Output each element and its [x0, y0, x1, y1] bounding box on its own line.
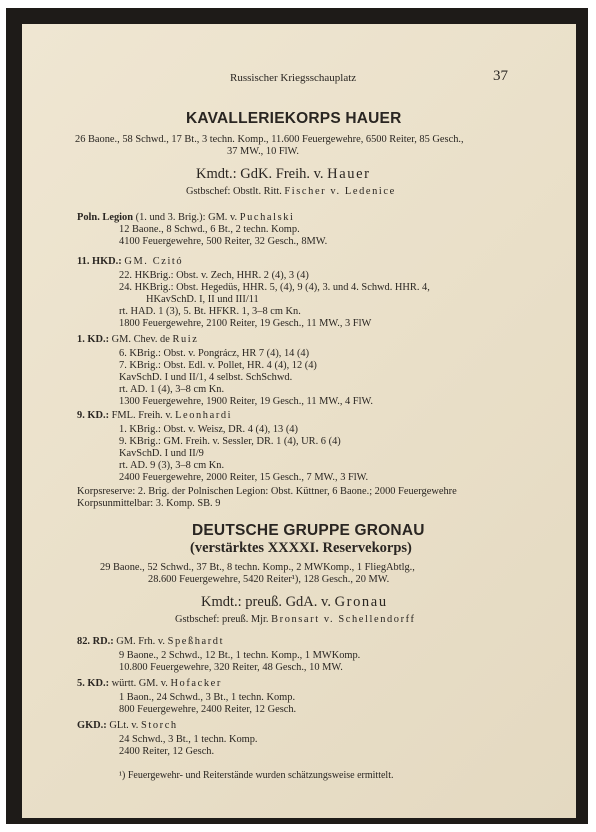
unit-label: 11. HKD.: [77, 256, 122, 267]
kd1-line1: 6. KBrig.: Obst. v. Pongrácz, HR 7 (4), 14 (4) [119, 348, 310, 359]
gkd-line1: 24 Schwd., 3 Bt., 1 techn. Komp. [119, 734, 258, 745]
kd9-line1: 1. KBrig.: Obst. v. Weisz, DR. 4 (4), 13 (4) [119, 424, 298, 435]
gkd-header: GKD.: GLt. v. Storch [77, 720, 178, 731]
kd5-header: 5. KD.: württ. GM. v. Hofacker [77, 678, 222, 689]
kd1-header: 1. KD.: GM. Chev. de Ruiz [77, 334, 199, 345]
page-frame [6, 8, 588, 824]
section1-chief-of-staff: Gstbschef: Obstlt. Ritt. Fischer v. Ledenice [186, 186, 396, 197]
unit-label: 82. RD.: [77, 636, 114, 647]
unit-label: Poln. Legion [77, 212, 134, 223]
kd1-line4: rt. AD. 1 (4), 3–8 cm Kn. [119, 384, 225, 395]
section-title-gruppe-gronau: DEUTSCHE GRUPPE GRONAU [192, 522, 425, 539]
kd9-line5: 2400 Feuergewehre, 2000 Reiter, 15 Gesch., 7 MW., 3 FlW. [119, 472, 369, 483]
kd9-header: 9. KD.: FML. Freih. v. Leonhardi [77, 410, 233, 421]
section2-summary-line2: 28.600 Feuergewehre, 5420 Reiter¹), 128 Gesch., 20 MW. [148, 574, 390, 585]
korpsunmittelbar: Korpsunmittelbar: 3. Komp. SB. 9 [77, 498, 221, 509]
footnote: ¹) Feuergewehr- und Reiterstände wurden schätzungsweise ermittelt. [119, 770, 394, 781]
commander-name: Hauer [327, 166, 371, 182]
poln-legion-line1: Poln. Legion (1. und 3. Brig.): GM. v. Puchalski [77, 212, 295, 223]
kd1-line3: KavSchD. I und II/1, 4 selbst. SchSchwd. [119, 372, 293, 383]
section-title-kavalleriekorps: KAVALLERIEKORPS HAUER [186, 110, 402, 127]
poln-legion-line3: 4100 Feuergewehre, 500 Reiter, 32 Gesch., 8MW. [119, 236, 328, 247]
hkd11-line2: 24. HKBrig.: Obst. Hegedüs, HHR. 5, (4), 9 (4), 3. und 4. Schwd. HHR. 4, [119, 282, 430, 293]
book-page [22, 24, 576, 818]
hkd11-line3: HKavSchD. I, II und III/11 [146, 294, 259, 305]
kd9-line2: 9. KBrig.: GM. Freih. v. Sessler, DR. 1 (4), UR. 6 (4) [119, 436, 341, 447]
hkd11-line4: rt. HAD. 1 (3), 5. Bt. HFKR. 1, 3–8 cm Kn. [119, 306, 301, 317]
section1-summary-line1: 26 Baone., 58 Schwd., 17 Bt., 3 techn. Komp., 11.600 Feuergewehre, 6500 Reiter, 85 Gesch., [75, 134, 464, 145]
running-header: Russischer Kriegsschauplatz [230, 72, 357, 84]
kd1-line2: 7. KBrig.: Obst. Edl. v. Pollet, HR. 4 (4), 12 (4) [119, 360, 317, 371]
kd5-line1: 1 Baon., 24 Schwd., 3 Bt., 1 techn. Komp. [119, 692, 296, 703]
rd82-line2: 10.800 Feuergewehre, 320 Reiter, 48 Gesch., 10 MW. [119, 662, 343, 673]
kd5-line2: 800 Feuergewehre, 2400 Reiter, 12 Gesch. [119, 704, 297, 715]
section1-summary-line2: 37 MW., 10 FlW. [227, 146, 299, 157]
korpsreserve: Korpsreserve: 2. Brig. der Polnischen Legion: Obst. Küttner, 6 Baone.; 2000 Feuergewehre [77, 486, 457, 497]
unit-label: 5. KD.: [77, 678, 110, 689]
commander-rank: Kmdt.: GdK. Freih. v. [196, 166, 328, 182]
kd1-line5: 1300 Feuergewehre, 1900 Reiter, 19 Gesch., 11 MW., 4 FlW. [119, 396, 373, 407]
kd9-line3: KavSchD. I und II/9 [119, 448, 204, 459]
rd82-line1: 9 Baone., 2 Schwd., 12 Bt., 1 techn. Komp., 1 MWKomp. [119, 650, 361, 661]
gkd-line2: 2400 Reiter, 12 Gesch. [119, 746, 215, 757]
hkd11-line1: 22. HKBrig.: Obst. v. Zech, HHR. 2 (4), 3 (4) [119, 270, 309, 281]
section2-summary-line1: 29 Baone., 52 Schwd., 37 Bt., 8 techn. Komp., 2 MWKomp., 1 FliegAbtlg., [100, 562, 415, 573]
page-number: 37 [493, 68, 508, 84]
poln-legion-line2: 12 Baone., 8 Schwd., 6 Bt., 2 techn. Komp. [119, 224, 300, 235]
unit-label: 9. KD.: [77, 410, 110, 421]
unit-label: GKD.: [77, 720, 107, 731]
section2-commander: Kmdt.: preuß. GdA. v. Gronau [201, 594, 388, 610]
rd82-header: 82. RD.: GM. Frh. v. Speßhardt [77, 636, 225, 647]
section1-commander [196, 166, 371, 183]
section2-chief-of-staff: Gstbschef: preuß. Mjr. Bronsart v. Schellendorff [175, 614, 416, 625]
unit-label: 1. KD.: [77, 334, 110, 345]
bleed-through-text [492, 124, 562, 814]
kd9-line4: rt. AD. 9 (3), 3–8 cm Kn. [119, 460, 225, 471]
hkd11-header: 11. HKD.: GM. Czitó [77, 256, 184, 267]
hkd11-line5: 1800 Feuergewehre, 2100 Reiter, 19 Gesch., 11 MW., 3 FlW [119, 318, 372, 329]
section2-subtitle: (verstärktes XXXXI. Reservekorps) [190, 540, 412, 556]
